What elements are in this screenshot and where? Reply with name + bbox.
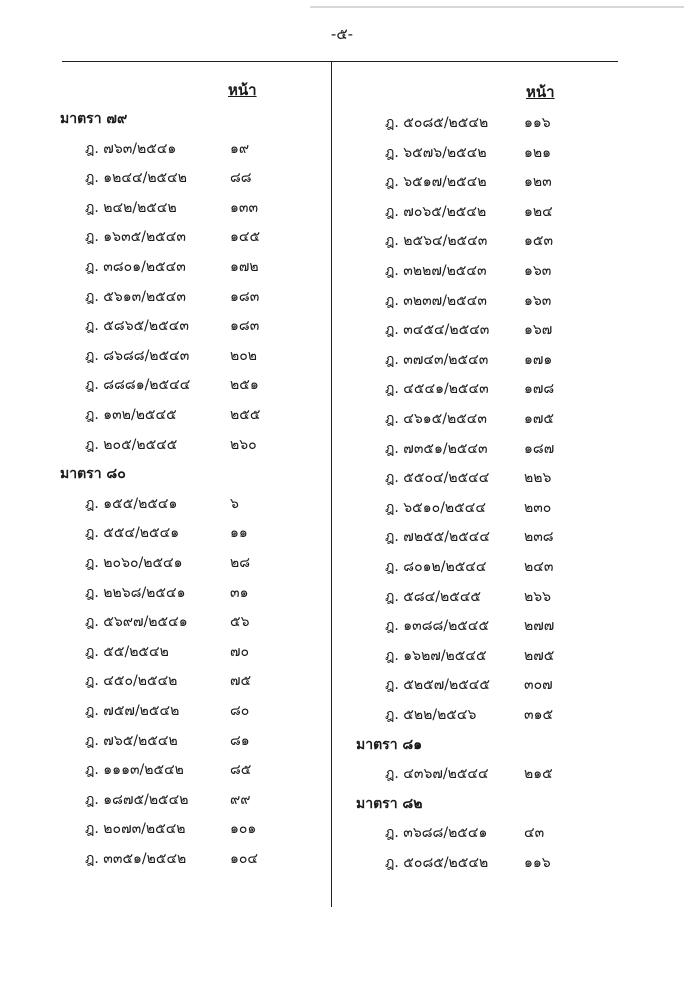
case-number: ฎ. ๓๔๕๔/๒๕๔๓	[385, 322, 490, 339]
case-number: ฎ. ๕๕/๒๕๔๒	[85, 643, 169, 660]
section-title: มาตรา ๘๐	[60, 466, 126, 483]
page-ref: ๑๖๓	[524, 263, 552, 279]
page-ref: ๒๔๓	[524, 559, 554, 575]
page-ref: ๑๙	[230, 140, 250, 157]
page-ref: ๒๓๐	[524, 499, 552, 516]
page-ref: ๑๗๒	[230, 259, 259, 275]
case-number: ฎ. ๓๘๐๑/๒๕๔๓	[85, 259, 186, 275]
page-ref: ๑๐๔	[230, 851, 259, 867]
case-number: ฎ. ๗๖๓/๒๕๔๑	[85, 140, 177, 157]
section-title: มาตรา ๘๒	[356, 795, 423, 812]
page-ref: ๒๕๑	[230, 377, 259, 394]
page-ref: ๒๗๗	[524, 618, 555, 635]
case-number: ฎ. ๒๐๗๓/๒๕๔๒	[85, 821, 186, 838]
page-ref: ๒๘	[230, 555, 251, 571]
page-ref: ๑๘๗	[524, 440, 555, 457]
case-number: ฎ. ๑๘๗๕/๒๕๔๒	[85, 791, 189, 808]
case-number: ฎ. ๔๓๖๗/๒๕๔๔	[385, 766, 489, 783]
case-number: ฎ. ๗๐๖๕/๒๕๔๒	[385, 203, 487, 220]
case-number: ฎ. ๓๖๘๘/๒๕๔๑	[385, 825, 488, 842]
page-ref: ๑๓๓	[230, 199, 259, 216]
page-ref: ๑๗๕	[524, 411, 555, 427]
page-ref: ๒๗๕	[524, 647, 555, 664]
case-number: ฎ. ๗๒๕๕/๒๕๔๔	[385, 529, 490, 546]
case-number: ฎ. ๑๕๕/๒๕๔๑	[85, 495, 178, 512]
case-number: ฎ. ๕๘๖๕/๒๕๔๓	[85, 318, 189, 335]
page-ref: ๒๓๘	[524, 529, 554, 546]
case-number: ฎ. ๖๕๑๐/๒๕๔๔	[385, 499, 486, 516]
case-number: ฎ. ๑๖๓๕/๒๕๔๓	[85, 229, 186, 246]
case-number: ฎ. ๕๐๘๕/๒๕๔๒	[385, 855, 489, 871]
case-number: ฎ. ๕๕๔/๒๕๔๑	[85, 525, 180, 542]
case-number: ฎ. ๕๒๕๗/๒๕๔๕	[385, 677, 490, 694]
case-number: ฎ. ๗๖๕/๒๕๔๒	[85, 732, 178, 749]
case-number: ฎ. ๘๘๘๑/๒๕๔๔	[85, 377, 191, 394]
page-ref: ๔๓	[524, 825, 545, 842]
case-number: ฎ. ๑๖๒๗/๒๕๔๕	[385, 647, 487, 664]
page-ref: ๑๒๓	[524, 174, 552, 191]
page-ref: ๕๖	[230, 614, 250, 631]
page-number: -๕-	[330, 25, 354, 43]
page-ref: ๑๔๕	[230, 229, 261, 246]
case-number: ฎ. ๓๒๓๗/๒๕๔๓	[385, 292, 487, 309]
page-ref: ๙๙	[230, 791, 251, 808]
case-number: ฎ. ๔๖๑๕/๒๕๔๓	[385, 411, 487, 427]
page-ref: ๓๑๕	[524, 707, 554, 723]
case-number: ฎ. ๒๕๖๔/๒๕๔๓	[385, 233, 488, 250]
page-ref: ๘๕	[230, 762, 252, 779]
page-ref: ๒๖๖	[524, 588, 552, 605]
case-number: ฎ. ๗๓๕๑/๒๕๔๓	[385, 440, 488, 457]
case-number: ฎ. ๕๕๐๔/๒๕๔๔	[385, 470, 490, 487]
case-number: ฎ. ๔๕๐/๒๕๔๒	[85, 673, 178, 690]
page-ref: ๒๖๐	[230, 436, 257, 453]
case-number: ฎ. ๒๐๕/๒๕๔๕	[85, 436, 178, 453]
page-ref: ๑๘๓	[230, 288, 260, 305]
page-ref: ๘๘	[230, 170, 252, 187]
case-number: ฎ. ๘๐๑๒/๒๕๔๔	[385, 559, 487, 575]
page-ref: ๑๑๖	[524, 855, 551, 871]
section-title: มาตรา ๗๙	[60, 111, 128, 127]
case-number: ฎ. ๓๓๕๑/๒๕๔๒	[85, 851, 187, 867]
case-number: ฎ. ๑๓๒/๒๕๔๕	[85, 407, 177, 423]
page-ref: ๑๖๗	[524, 322, 553, 339]
case-number: ฎ. ๖๕๗๖/๒๕๔๒	[385, 144, 487, 161]
page-ref: ๑๑๖	[524, 115, 551, 131]
page-ref: ๑๗๘	[524, 381, 555, 398]
case-number: ฎ. ๒๔๒/๒๕๔๒	[85, 199, 177, 216]
page-ref: ๑๒๔	[524, 203, 553, 220]
case-number: ฎ. ๓๗๔๓/๒๕๔๓	[385, 351, 489, 368]
case-number: ฎ. ๒๒๖๘/๒๕๔๑	[85, 584, 186, 601]
page-column-header: หน้า	[526, 83, 555, 101]
page-ref: ๗๕	[230, 673, 252, 690]
page-ref: ๓๐๗	[524, 677, 553, 694]
page-ref: ๒๕๕	[230, 407, 261, 423]
page-column-header: หน้า	[228, 81, 257, 99]
case-number: ฎ. ๖๕๑๗/๒๕๔๒	[385, 174, 487, 191]
page-ref: ๑๑	[230, 525, 248, 542]
page-ref: ๘๐	[230, 703, 250, 719]
case-number: ฎ. ๔๕๔๑/๒๕๔๓	[385, 381, 489, 398]
case-number: ฎ. ๕๐๘๕/๒๕๔๒	[385, 115, 489, 131]
case-number: ฎ. ๒๐๖๐/๒๕๔๑	[85, 555, 183, 571]
case-number: ฎ. ๕๖๙๗/๒๕๔๑	[85, 614, 188, 631]
case-number: ฎ. ๑๑๑๓/๒๕๔๒	[85, 762, 184, 779]
page-ref: ๑๘๓	[230, 318, 260, 335]
case-number: ฎ. ๗๕๗/๒๕๔๒	[85, 703, 180, 719]
page-ref: ๗๐	[230, 643, 250, 660]
page-ref: ๓๑	[230, 584, 249, 601]
case-number: ฎ. ๓๒๒๗/๒๕๔๓	[385, 263, 487, 279]
page-ref: ๑๐๑	[230, 821, 257, 838]
case-number: ฎ. ๕๖๑๓/๒๕๔๓	[85, 288, 186, 305]
page-ref: ๘๑	[230, 732, 250, 749]
case-number: ฎ. ๑๓๘๘/๒๕๔๕	[385, 618, 490, 635]
page-ref: ๖	[230, 495, 239, 512]
section-title: มาตรา ๘๑	[356, 736, 423, 753]
case-number: ฎ. ๕๘๔/๒๕๔๕	[385, 588, 482, 605]
case-number: ฎ. ๘๖๘๘/๒๕๔๓	[85, 347, 190, 364]
page-ref: ๑๕๓	[524, 233, 554, 250]
page-ref: ๒๐๒	[230, 347, 258, 364]
page-ref: ๒๑๕	[524, 766, 553, 783]
case-number: ฎ. ๕๒๒/๒๕๔๖	[385, 707, 477, 723]
case-number: ฎ. ๑๒๔๔/๒๕๔๒	[85, 170, 187, 187]
page-ref: ๑๒๑	[524, 144, 552, 161]
page-ref: ๑๖๓	[524, 292, 552, 309]
page-ref: ๒๒๖	[524, 470, 552, 487]
page-ref: ๑๗๑	[524, 351, 553, 368]
